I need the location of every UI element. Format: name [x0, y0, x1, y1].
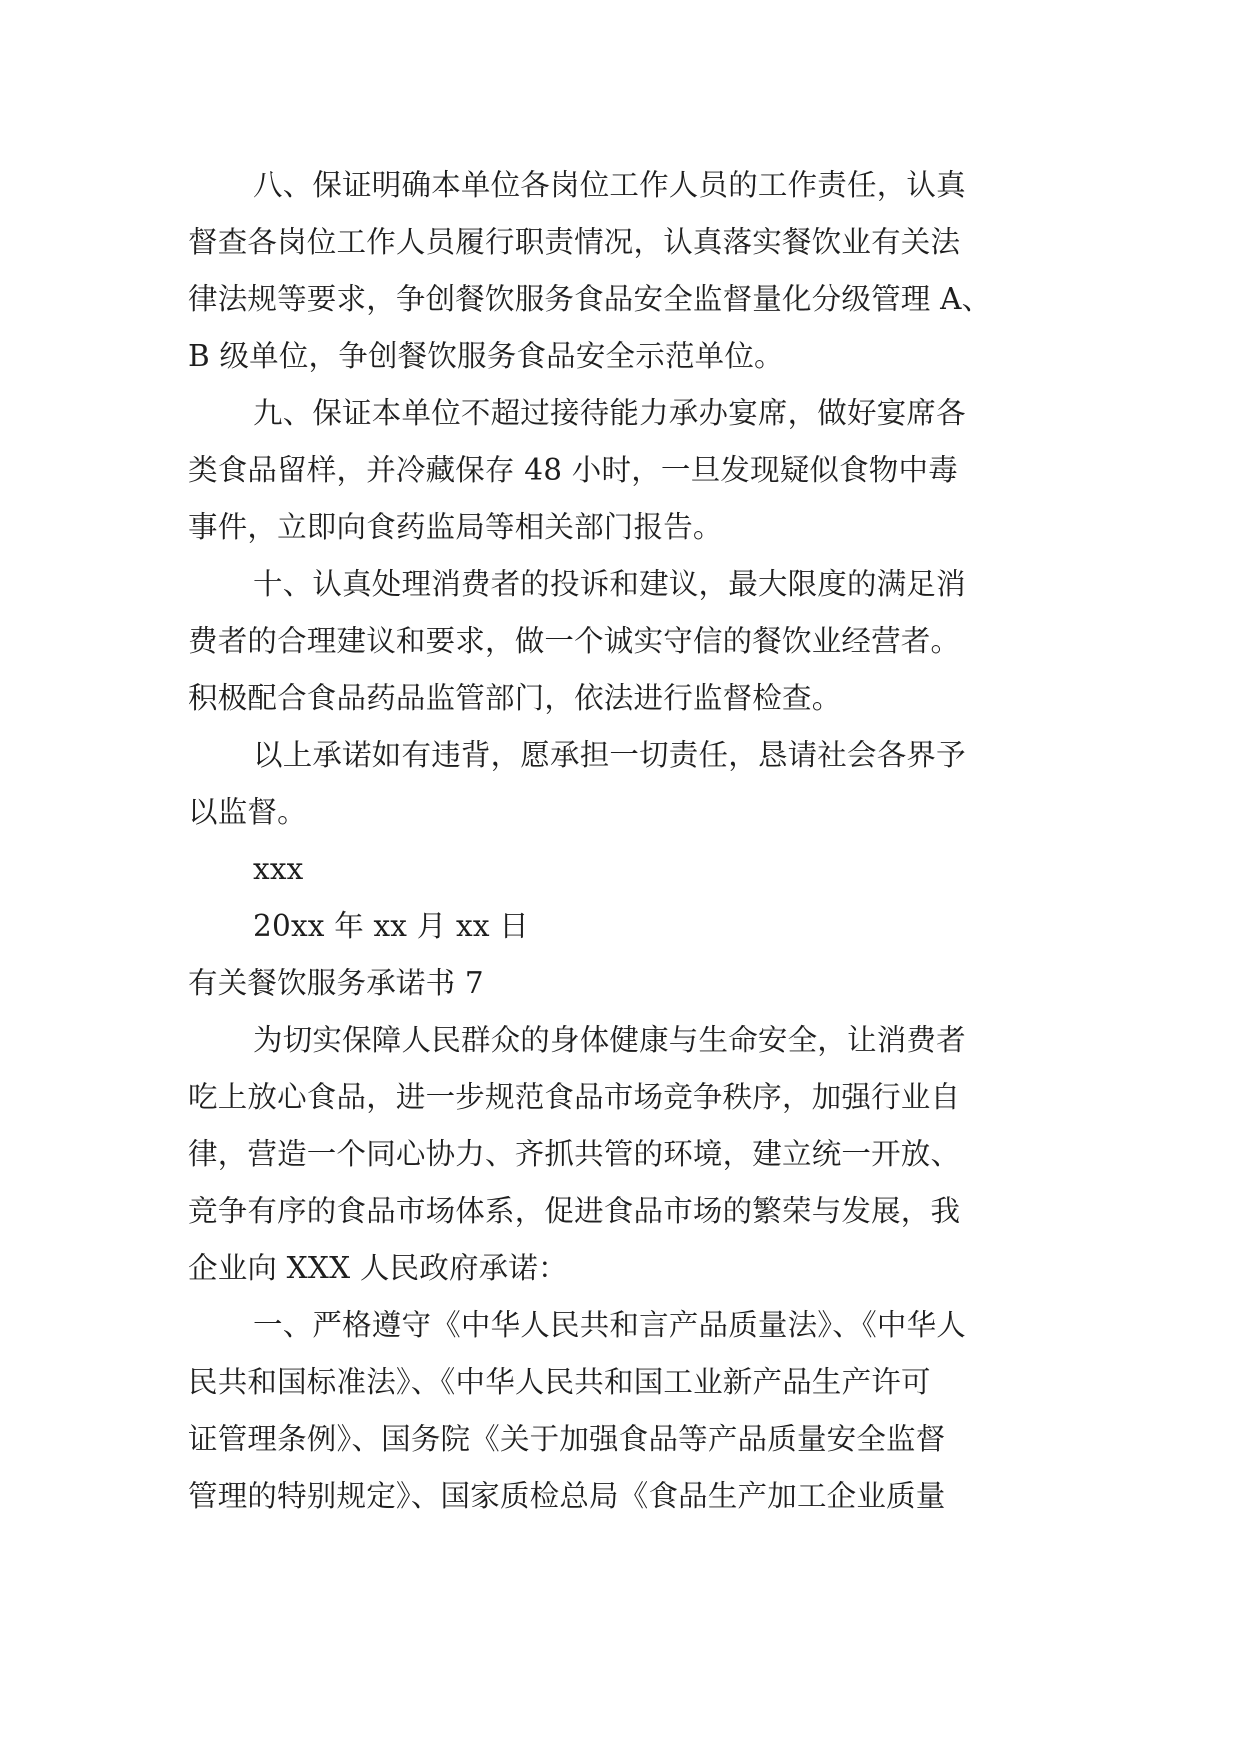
paragraph-8-line-4: B 级单位，争创餐饮服务食品安全示范单位。 — [188, 339, 784, 373]
signature-name: xxx — [253, 852, 304, 886]
item-1-line-2: 民共和国标准法》、《中华人民共和国工业新产品生产许可 — [188, 1365, 931, 1399]
paragraph-8-line-1: 八、保证明确本单位各岗位工作人员的工作责任，认真 — [253, 168, 966, 202]
paragraph-10-line-2: 费者的合理建议和要求，做一个诚实守信的餐饮业经营者。 — [188, 624, 961, 658]
item-1-line-4: 管理的特别规定》、国家质检总局《食品生产加工企业质量 — [188, 1479, 946, 1513]
section-title: 有关餐饮服务承诺书 7 — [188, 966, 484, 1000]
item-1-line-1: 一、严格遵守《中华人民共和言产品质量法》、《中华人 — [253, 1308, 967, 1342]
closing-statement-line-2: 以监督。 — [188, 795, 307, 829]
intro-line-5: 企业向 XXX 人民政府承诺： — [188, 1251, 568, 1285]
closing-statement-line-1: 以上承诺如有违背，愿承担一切责任，恳请社会各界予 — [253, 738, 966, 772]
paragraph-10-line-3: 积极配合食品药品监管部门，依法进行监督检查。 — [188, 681, 842, 715]
item-1-line-3: 证管理条例》、国务院《关于加强食品等产品质量安全监督 — [188, 1422, 946, 1456]
paragraph-8-line-2: 督查各岗位工作人员履行职责情况，认真落实餐饮业有关法 — [188, 225, 961, 259]
paragraph-9-line-1: 九、保证本单位不超过接待能力承办宴席，做好宴席各 — [253, 396, 966, 430]
paragraph-9-line-3: 事件，立即向食药监局等相关部门报告。 — [188, 510, 723, 544]
intro-line-1: 为切实保障人民群众的身体健康与生命安全，让消费者 — [253, 1023, 966, 1057]
paragraph-10-line-1: 十、认真处理消费者的投诉和建议，最大限度的满足消 — [253, 567, 966, 601]
paragraph-9-line-2: 类食品留样，并冷藏保存 48 小时，一旦发现疑似食物中毒 — [188, 453, 958, 487]
paragraph-8-line-3: 律法规等要求，争创餐饮服务食品安全监督量化分级管理 A、 — [188, 282, 992, 316]
intro-line-4: 竞争有序的食品市场体系，促进食品市场的繁荣与发展，我 — [188, 1194, 961, 1228]
intro-line-3: 律，营造一个同心协力、齐抓共管的环境，建立统一开放、 — [188, 1137, 961, 1171]
intro-line-2: 吃上放心食品，进一步规范食品市场竞争秩序，加强行业自 — [188, 1080, 961, 1114]
signature-date: 20xx 年 xx 月 xx 日 — [253, 909, 529, 943]
